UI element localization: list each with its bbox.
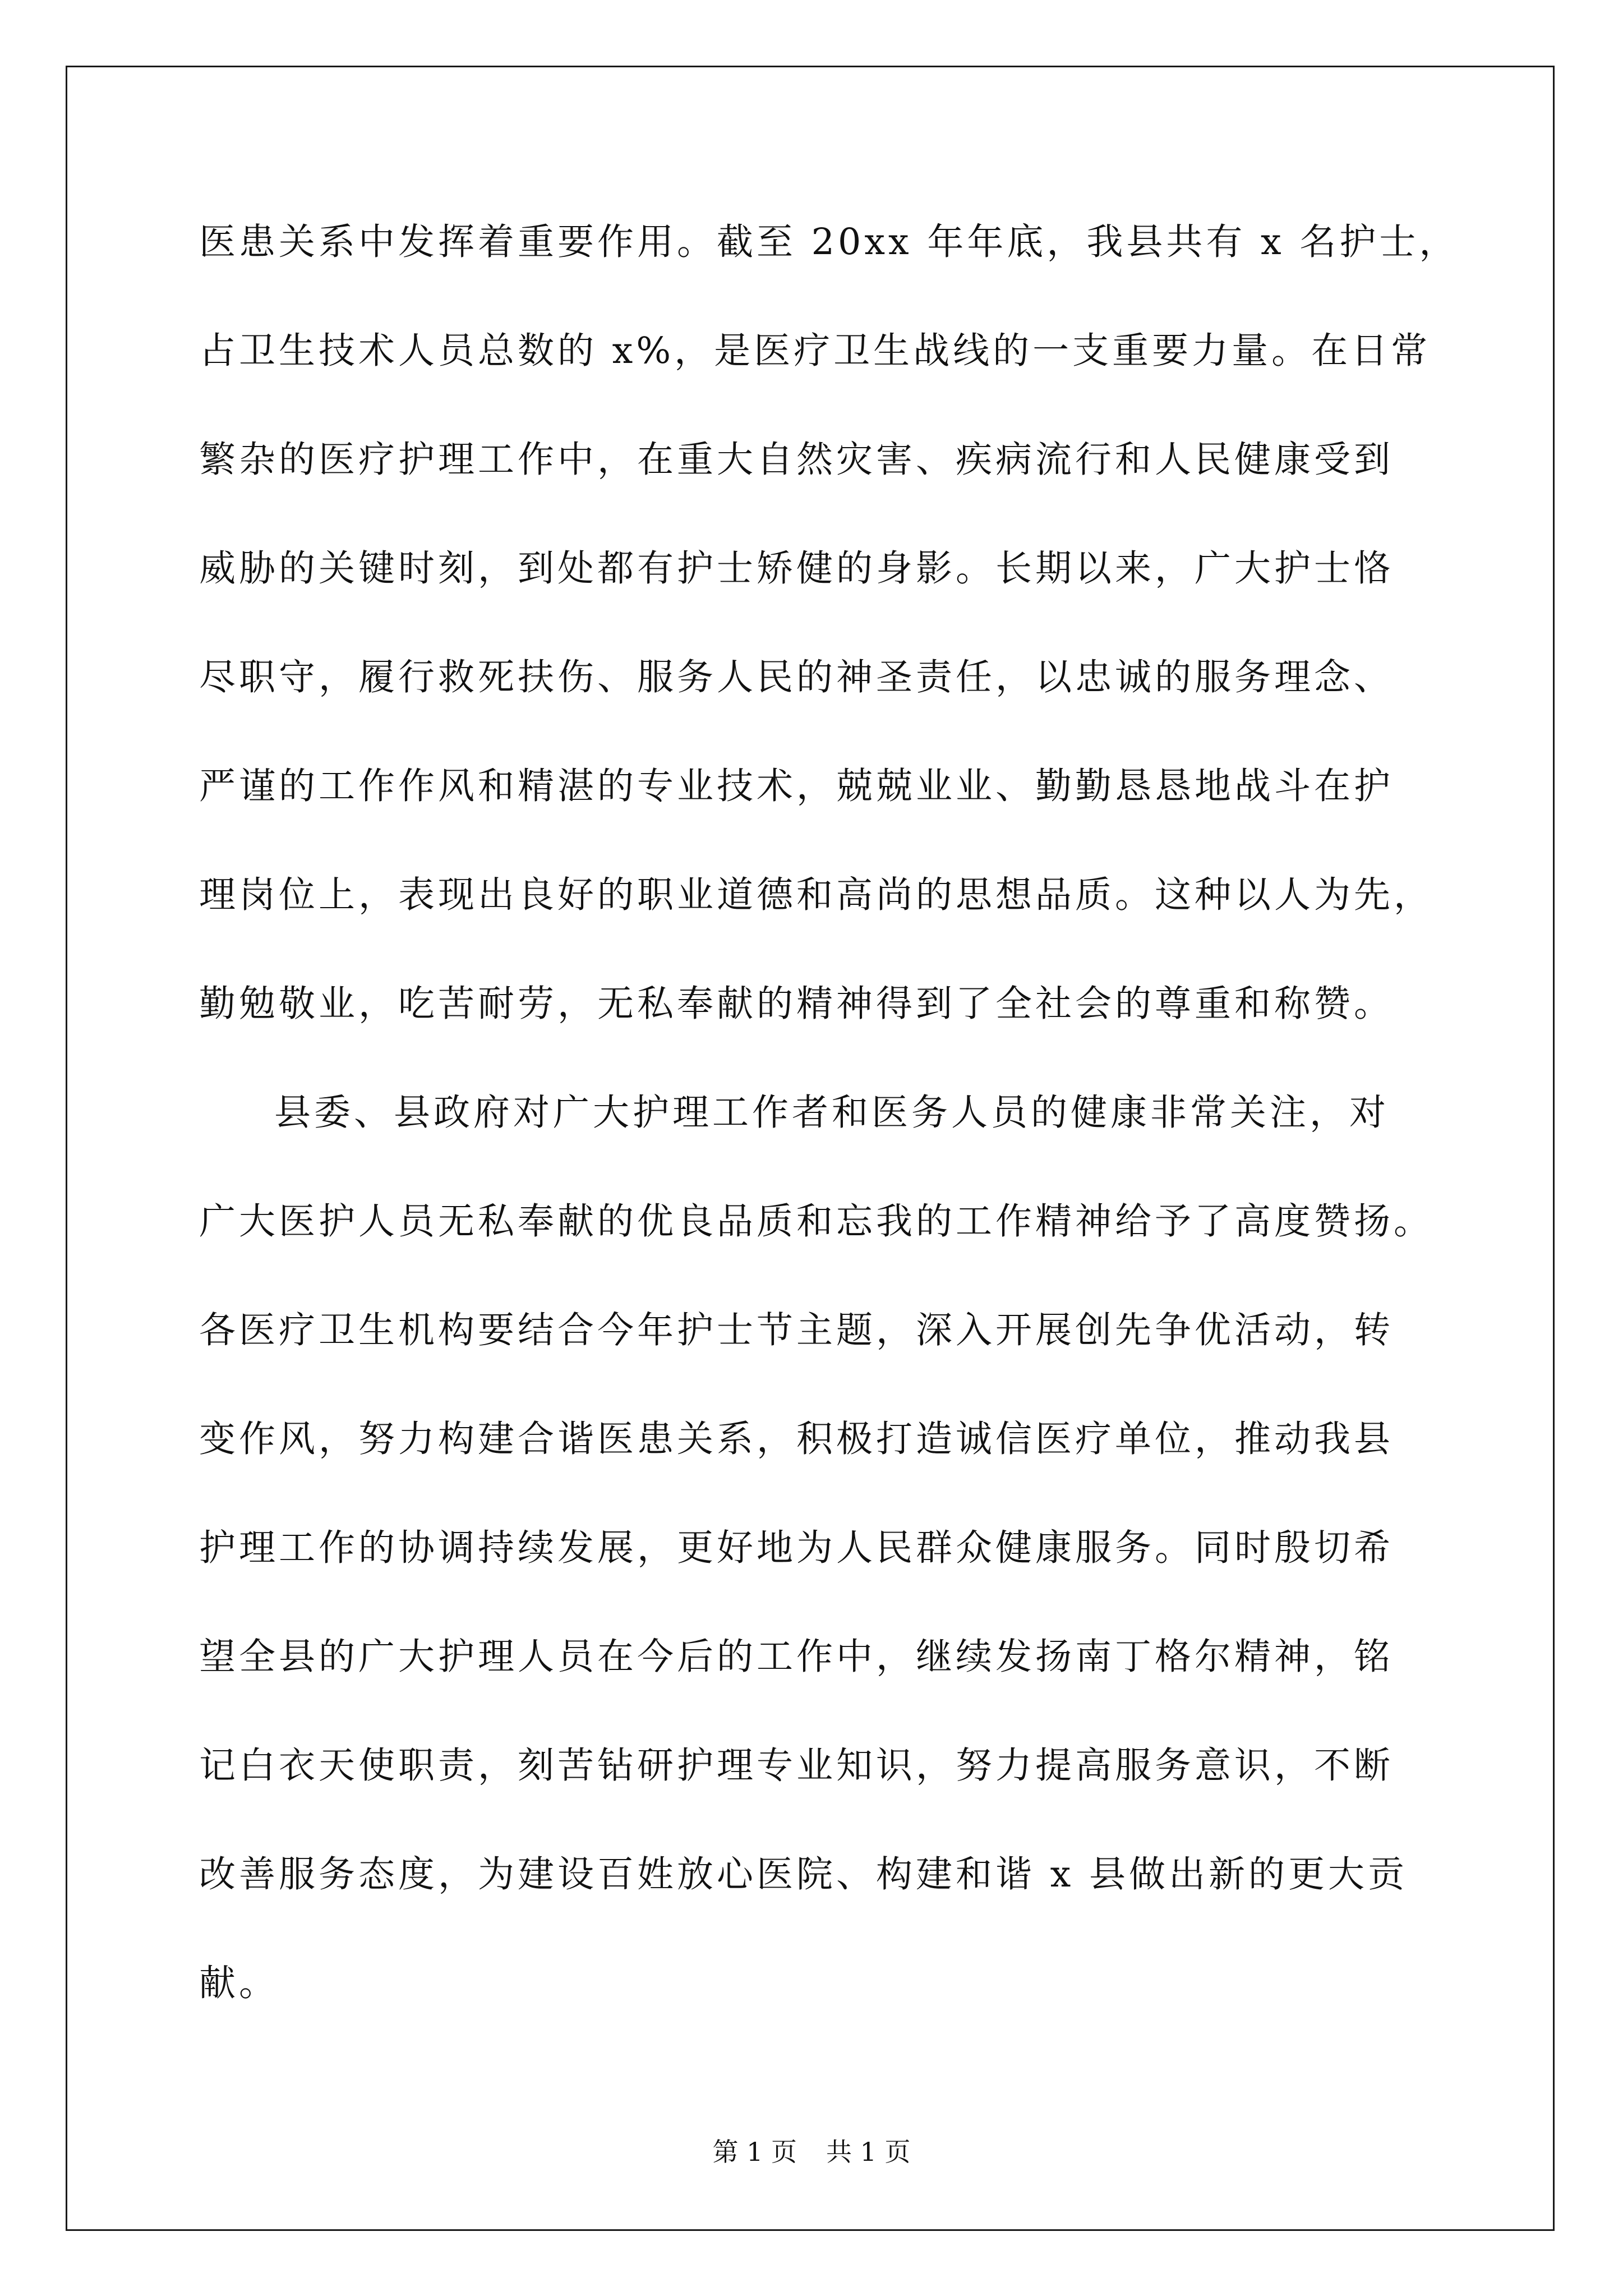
text-line: 县委、县政府对广大护理工作者和医务人员的健康非常关注，对 xyxy=(274,1092,1390,1134)
text-line: 广大医护人员无私奉献的优良品质和忘我的工作精神给予了高度赞扬。 xyxy=(199,1200,1434,1243)
paragraph-2 xyxy=(199,1079,1455,2059)
page-number: 第 1 页 xyxy=(712,2137,797,2167)
text-line: 勤勉敬业，吃苦耐劳，无私奉献的精神得到了全社会的尊重和称赞。 xyxy=(199,983,1394,1025)
text-line: 严谨的工作作风和精湛的专业技术，兢兢业业、勤勤恳恳地战斗在护 xyxy=(199,765,1394,807)
text-line: 变作风，努力构建合谐医患关系，积极打造诚信医疗单位，推动我县 xyxy=(199,1418,1394,1460)
page-total: 共 1 页 xyxy=(826,2137,911,2167)
paragraph-1 xyxy=(199,209,1459,1079)
text-line: 望全县的广大护理人员在今后的工作中，继续发扬南丁格尔精神，铭 xyxy=(199,1636,1394,1678)
page-footer xyxy=(0,2132,1623,2169)
text-line: 繁杂的医疗护理工作中，在重大自然灾害、疾病流行和人民健康受到 xyxy=(199,439,1394,481)
text-line: 理岗位上，表现出良好的职业道德和高尚的思想品质。这种以人为先， xyxy=(199,874,1434,916)
text-line: 威胁的关键时刻，到处都有护士矫健的身影。长期以来，广大护士恪 xyxy=(199,547,1394,590)
text-line: 记白衣天使职责，刻苦钻研护理专业知识，努力提高服务意识，不断 xyxy=(199,1745,1394,1787)
text-line: 占卫生技术人员总数的 x%，是医疗卫生战线的一支重要力量。在日常 xyxy=(199,330,1431,372)
text-line: 献。 xyxy=(199,1962,279,2004)
text-line: 医患关系中发挥着重要作用。截至 20xx 年年底，我县共有 x 名护士， xyxy=(199,221,1459,263)
text-line: 尽职守，履行救死扶伤、服务人民的神圣责任，以忠诚的服务理念、 xyxy=(199,656,1394,698)
document-body xyxy=(199,209,1459,2059)
text-line: 护理工作的协调持续发展，更好地为人民群众健康服务。同时殷切希 xyxy=(199,1527,1394,1569)
text-line: 改善服务态度，为建设百姓放心医院、构建和谐 x 县做出新的更大贡 xyxy=(199,1853,1408,1895)
text-line: 各医疗卫生机构要结合今年护士节主题，深入开展创先争优活动，转 xyxy=(199,1309,1394,1351)
